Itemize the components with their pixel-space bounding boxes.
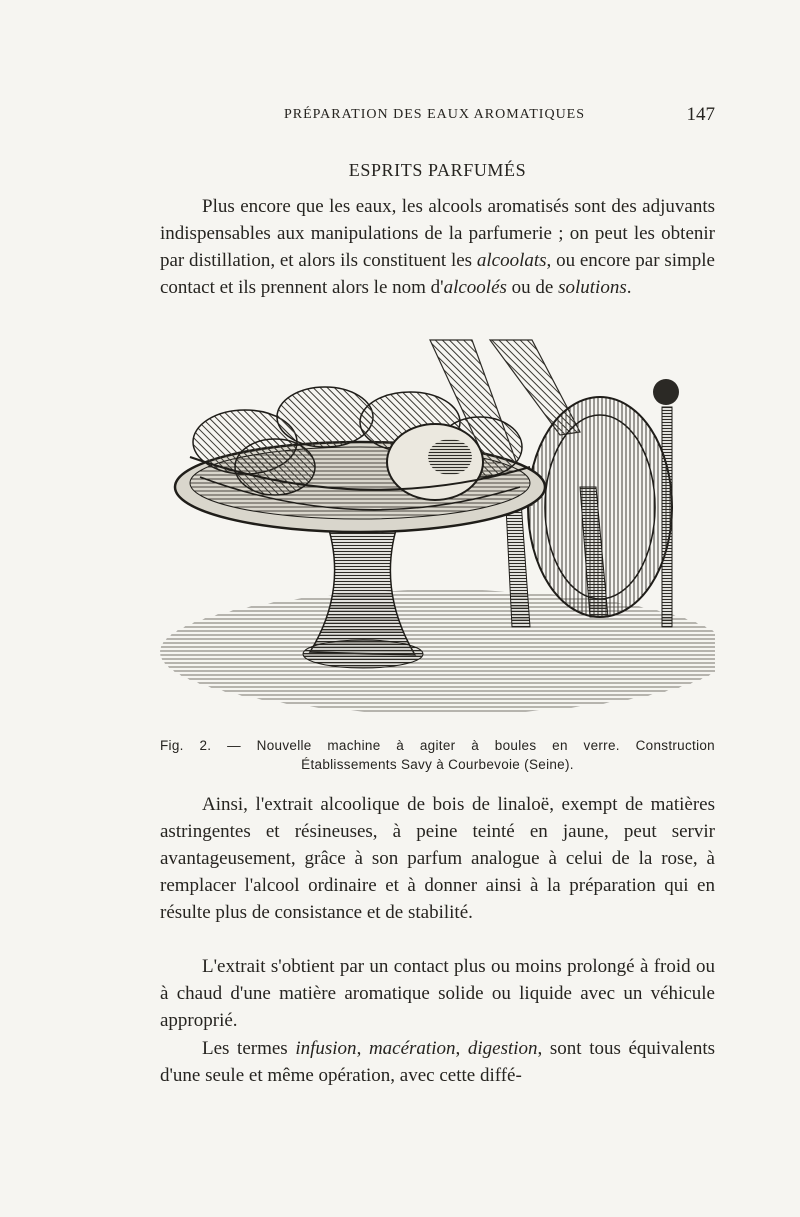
italic-term: solutions xyxy=(558,277,627,298)
italic-term: macération xyxy=(368,1038,456,1059)
paragraph-extract xyxy=(160,953,715,1034)
paragraph-intro xyxy=(160,193,715,301)
italic-term: digestion xyxy=(467,1038,538,1059)
text-run: , ou encore par simple contact et ils prennent alors le nom d' xyxy=(160,250,715,298)
caption-line: Établissements Savy à Courbevoie (Seine). xyxy=(301,757,574,772)
pedestal xyxy=(310,517,415,655)
section-title: ESPRITS PARFUMÉS xyxy=(348,160,527,180)
text-run: L'extrait s'obtient par un contact plus ou moins prolongé à froid ou à chaud d'une matière aromatique solide ou liquide avec un véhicule approprié. xyxy=(160,956,715,1031)
floor-shading xyxy=(160,590,715,714)
text-run: , sont tous équivalents d'une seule et même opération, avec cette diffé- xyxy=(160,1038,716,1086)
control-knob xyxy=(653,379,679,405)
shaking-machine-illustration xyxy=(160,337,715,732)
paragraph-linaloe xyxy=(160,791,715,926)
glass-ball xyxy=(277,387,373,447)
text-run: Ainsi, l'extrait alcoolique de bois de linaloë, exempt de matières astringentes et résineuses, à peine teinté en jaune, peut servir avantageusement, grâce à son parfum analogue à celui de la rose, à remplacer l'alcool ordinaire et à donner ainsi à la préparation qui en résulte plus de consistance et de stabilité. xyxy=(160,794,715,923)
italic-term: alcoolats xyxy=(476,250,547,271)
caption-line: Fig. 2. — Nouvelle machine à agiter à boules en verre. Construction xyxy=(160,738,715,753)
figure-caption xyxy=(160,736,715,774)
text-run: Les termes xyxy=(202,1038,296,1059)
text-run: Plus encore que les eaux, les alcools aromatisés sont des adjuvants indispensables aux manipulations de la parfumerie ; on peut les obtenir par distillation, et alors ils constituent les xyxy=(160,196,715,271)
paragraph-terms xyxy=(160,1035,715,1089)
italic-term: alcoolés xyxy=(443,277,507,298)
text-run: . xyxy=(626,277,632,298)
italic-term: infusion xyxy=(295,1038,357,1059)
glass-ball xyxy=(235,439,315,495)
figure-engraving xyxy=(160,337,715,732)
text-run: ou de xyxy=(506,277,559,298)
running-head-title: PRÉPARATION DES EAUX AROMATIQUES xyxy=(284,107,586,122)
text-run: , xyxy=(455,1038,468,1059)
control-column xyxy=(662,407,672,627)
text-run: , xyxy=(356,1038,369,1059)
page-number: 147 xyxy=(686,104,715,125)
